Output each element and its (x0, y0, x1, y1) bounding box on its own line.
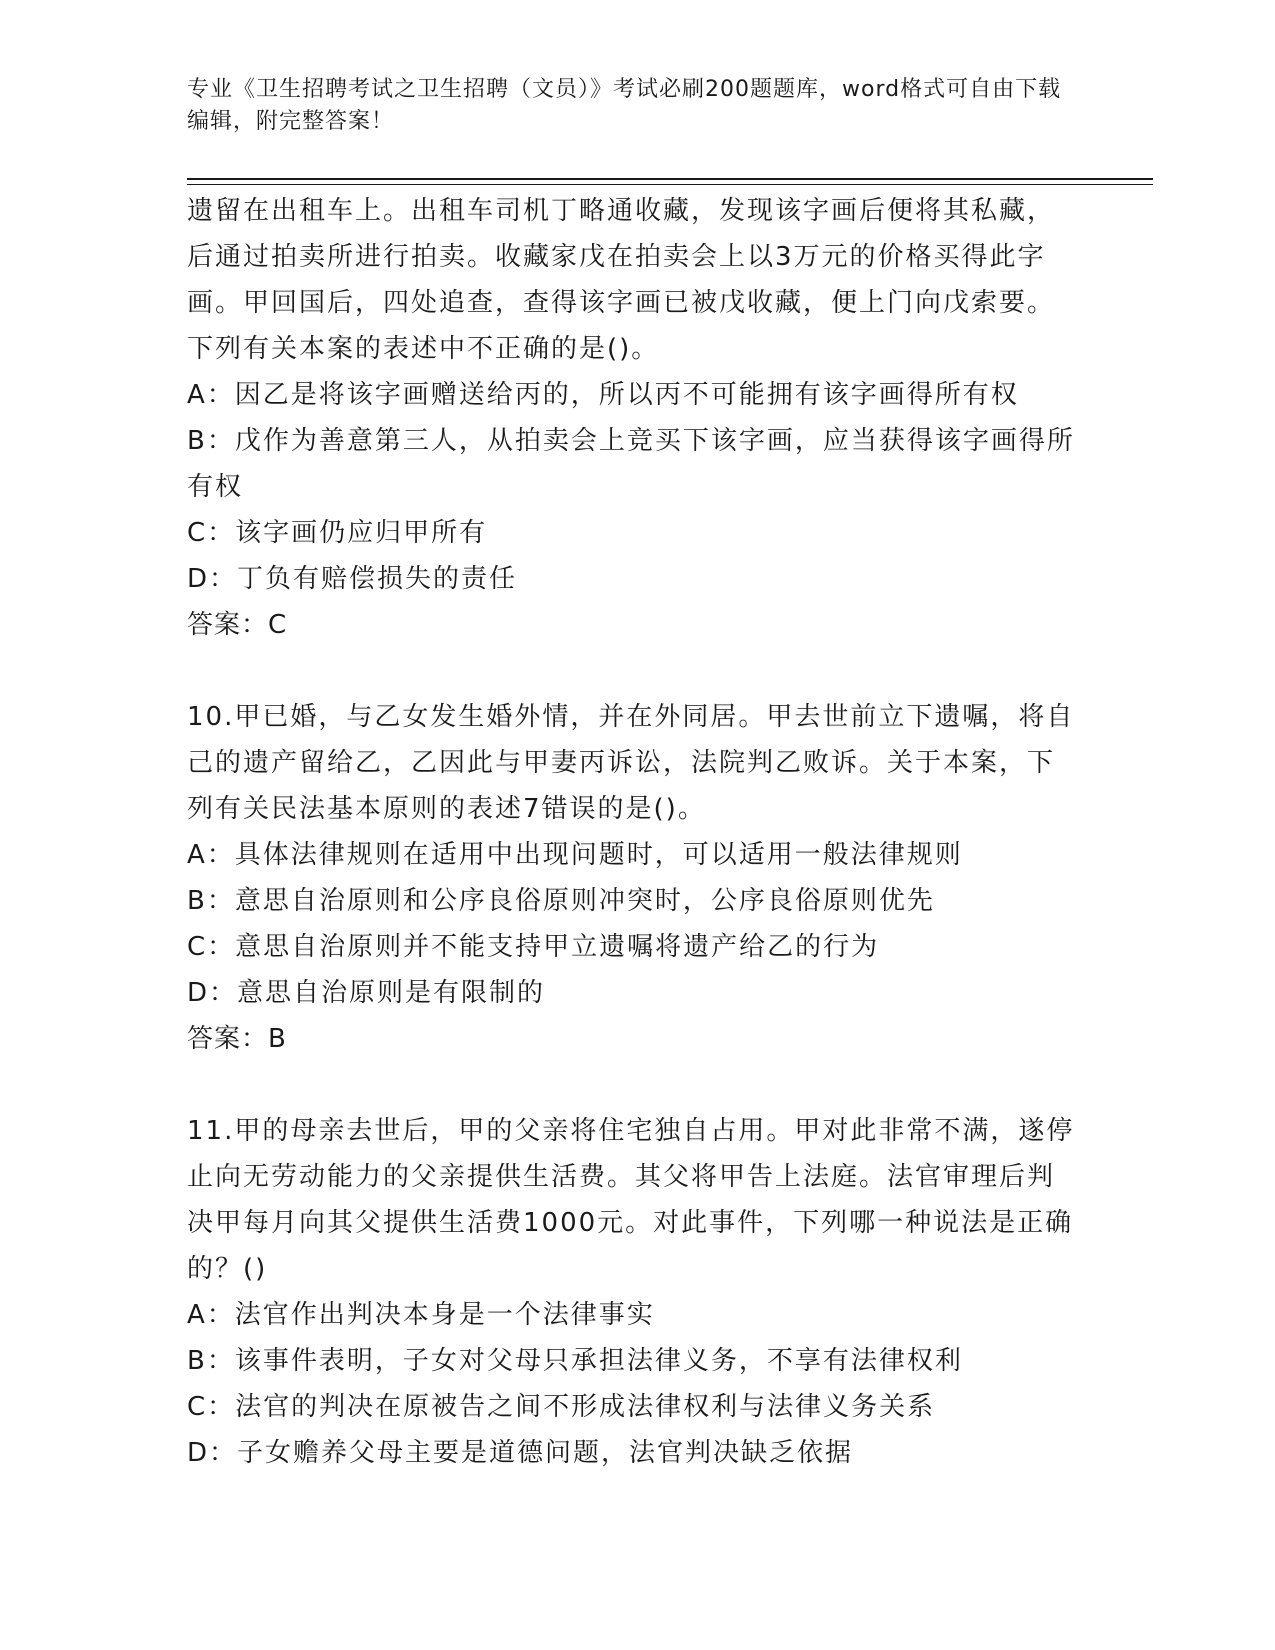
option-a: A：具体法律规则在适用中出现问题时，可以适用一般法律规则 (187, 840, 963, 870)
option-d: D：丁负有赔偿损失的责任 (187, 564, 518, 594)
answer-line: 答案：B (187, 1024, 287, 1054)
option-d: D：意思自治原则是有限制的 (187, 978, 546, 1008)
option-a: A：因乙是将该字画赠送给丙的，所以丙不可能拥有该字画得所有权 (187, 380, 1019, 410)
option-b: B：意思自治原则和公序良俗原则冲突时，公序良俗原则优先 (187, 886, 935, 916)
question-10 (187, 694, 1077, 1062)
header-divider-thick (187, 178, 1153, 180)
question-9 (187, 188, 1077, 648)
question-stem: 遗留在出租车上。出租车司机丁略通收藏，发现该字画后便将其私藏，后通过拍卖所进行拍卖。收藏家戊在拍卖会上以3万元的价格买得此字画。甲回国后，四处追查，查得该字画已被戊收藏，便上门向戊索要。下列有关本案的表述中不正确的是()。 (187, 196, 1056, 364)
answer-line: 答案：C (187, 610, 288, 640)
question-11 (187, 1108, 1077, 1476)
page-header (187, 74, 1067, 138)
option-c: C：该字画仍应归甲所有 (187, 518, 488, 548)
question-spacer (187, 1062, 1077, 1108)
option-d: D：子女赡养父母主要是道德问题，法官判决缺乏依据 (187, 1438, 854, 1468)
header-title: 专业《卫生招聘考试之卫生招聘（文员）》考试必刷200题题库，word格式可自由下载编辑，附完整答案！ (187, 77, 1062, 134)
option-b: B：该事件表明，子女对父母只承担法律义务，不享有法律权利 (187, 1346, 963, 1376)
option-b: B：戊作为善意第三人，从拍卖会上竞买下该字画，应当获得该字画得所有权 (187, 426, 1075, 502)
question-spacer (187, 648, 1077, 694)
option-a: A：法官作出判决本身是一个法律事实 (187, 1300, 655, 1330)
question-stem: 11.甲的母亲去世后，甲的父亲将住宅独自占用。甲对此非常不满，遂停止向无劳动能力的父亲提供生活费。其父将甲告上法庭。法官审理后判决甲每月向其父提供生活费1000元。对此事件，下列哪一种说法是正确的？() (187, 1116, 1075, 1284)
header-divider-thin (187, 184, 1153, 185)
question-stem: 10.甲已婚，与乙女发生婚外情，并在外同居。甲去世前立下遗嘱，将自己的遗产留给乙，乙因此与甲妻丙诉讼，法院判乙败诉。关于本案，下列有关民法基本原则的表述7错误的是()。 (187, 702, 1075, 824)
option-c: C：意思自治原则并不能支持甲立遗嘱将遗产给乙的行为 (187, 932, 880, 962)
option-c: C：法官的判决在原被告之间不形成法律权利与法律义务关系 (187, 1392, 936, 1422)
question-list (187, 188, 1077, 1476)
